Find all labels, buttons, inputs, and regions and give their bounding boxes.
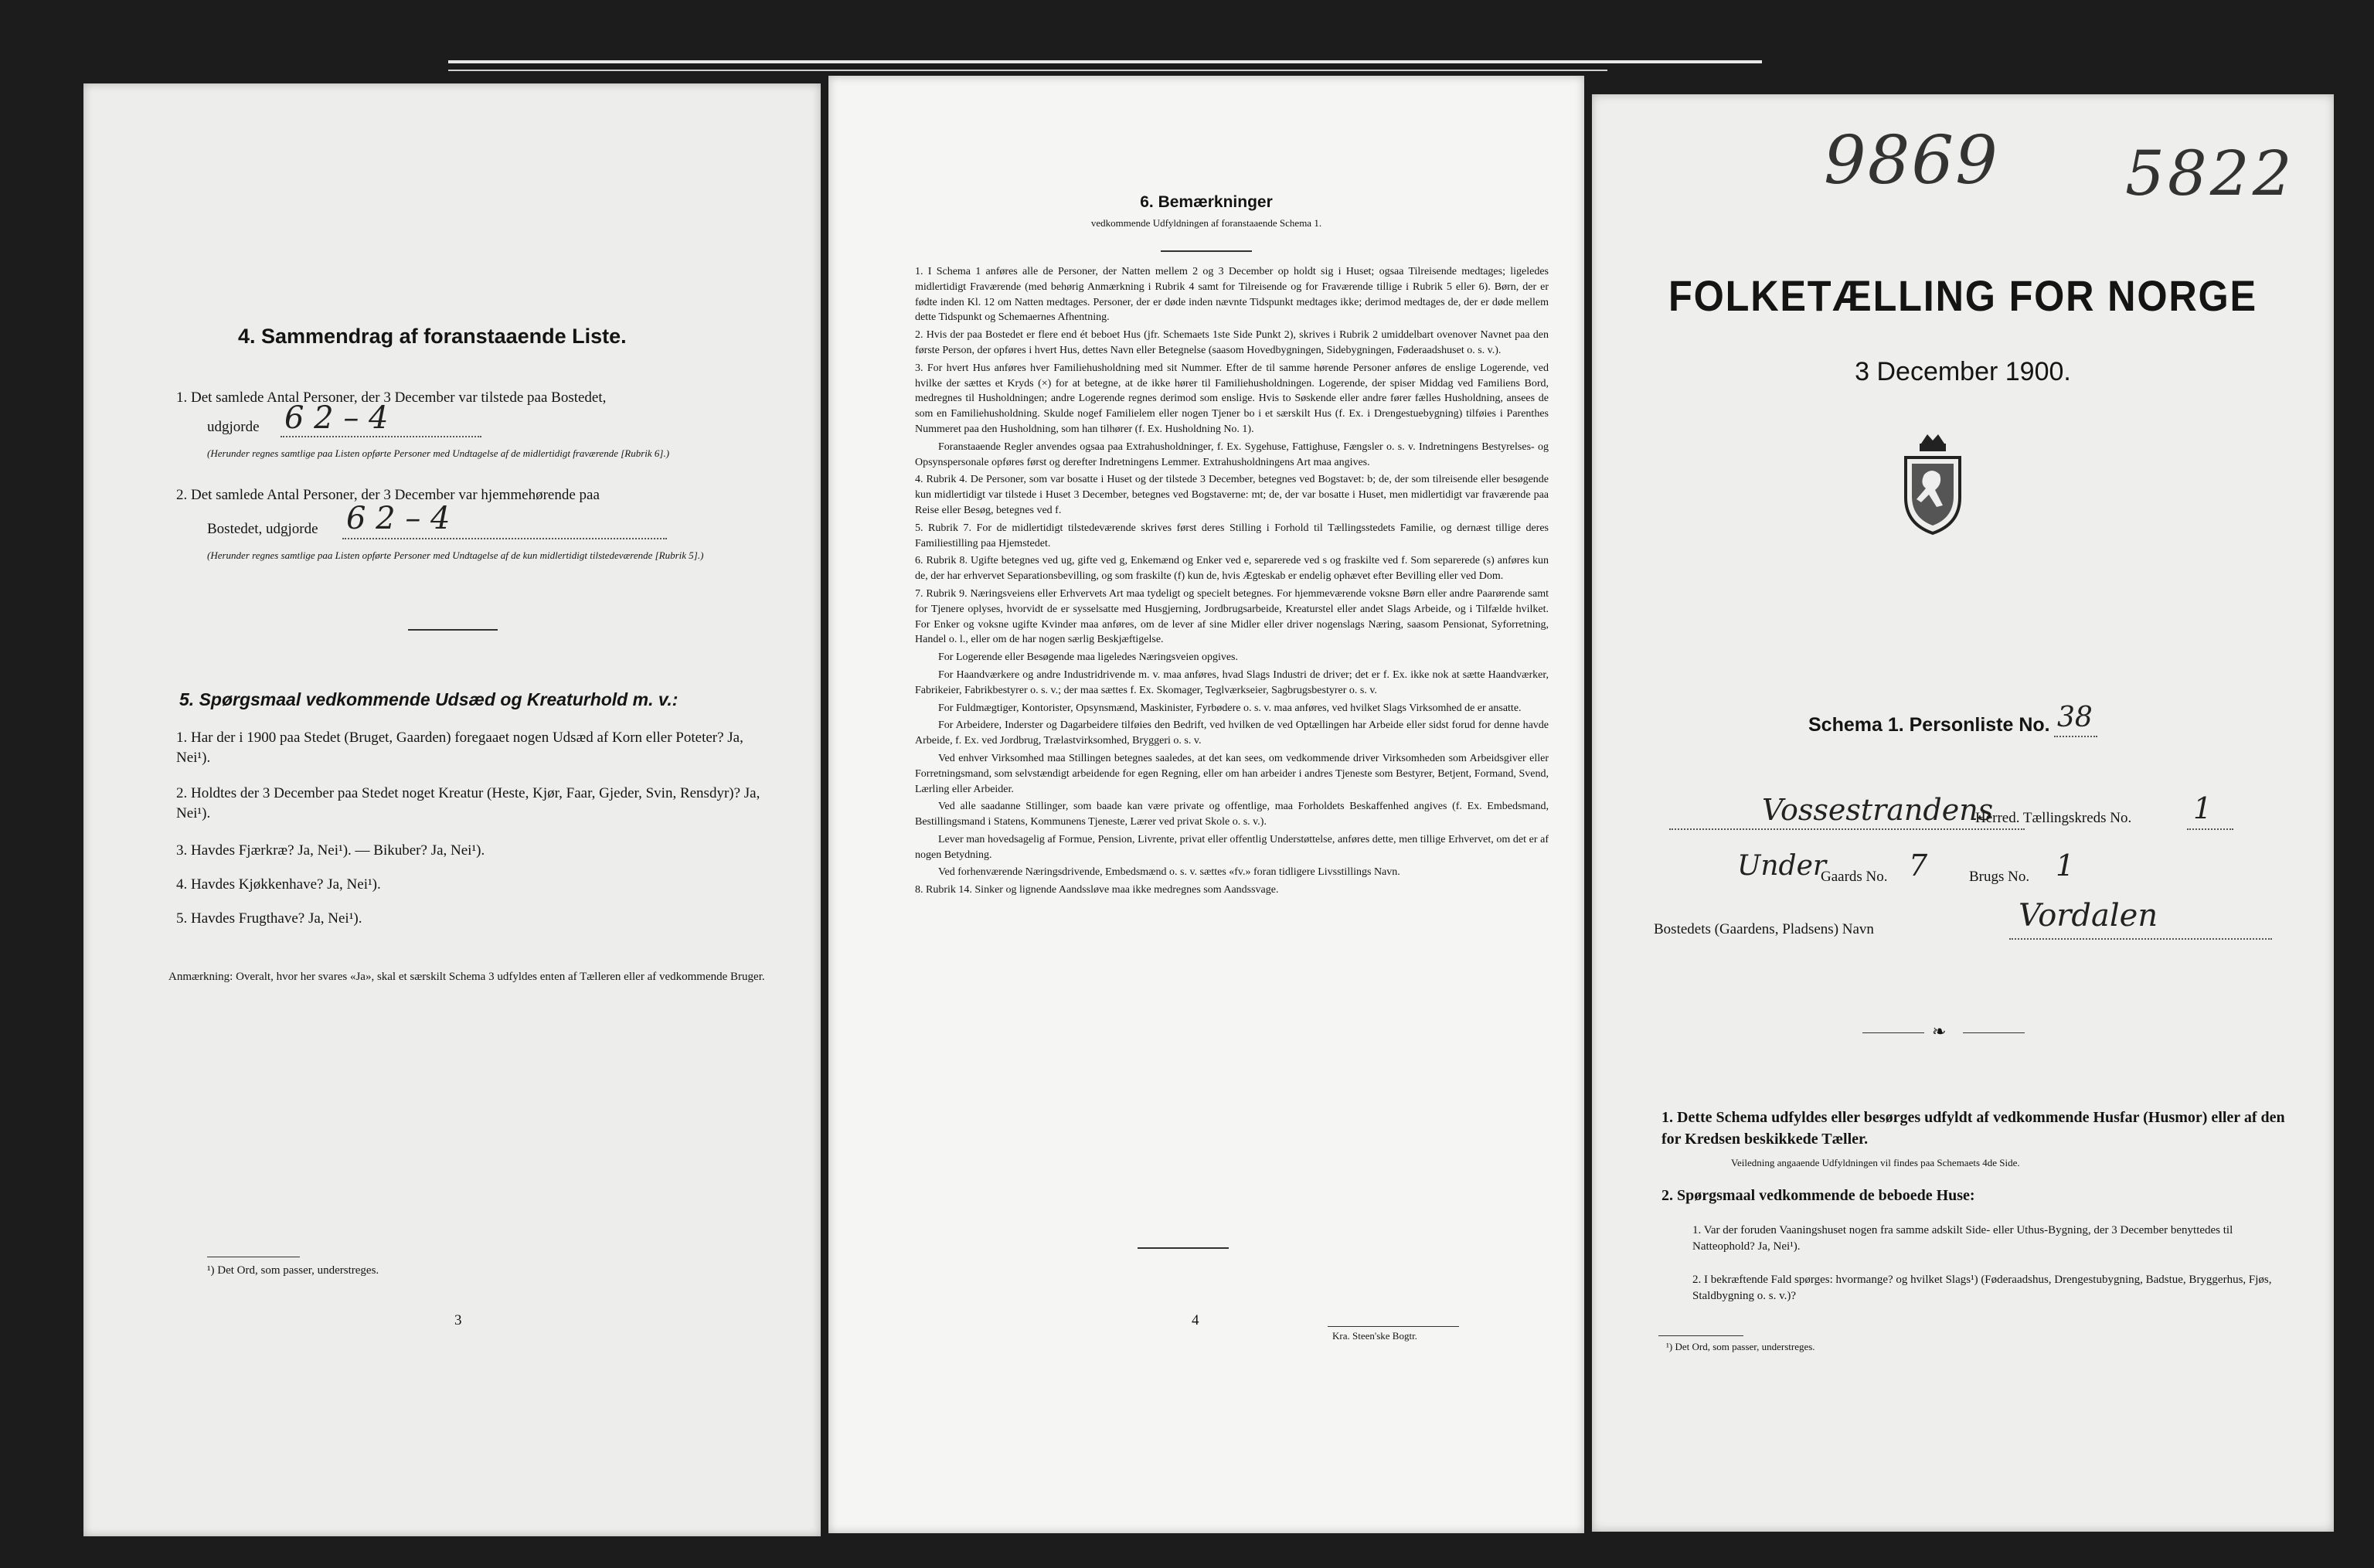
- item2-dots: [342, 538, 667, 539]
- remarks-notes: [915, 264, 1549, 900]
- footnote-right: ¹) Det Ord, som passer, understreges.: [1666, 1341, 1815, 1352]
- brugs-label: Brugs No.: [1969, 869, 2030, 885]
- page-number-4: 4: [1192, 1312, 1199, 1328]
- question-4: 4. Havdes Kjøkkenhave? Ja, Nei¹).: [176, 876, 381, 893]
- item2-bostedet: Bostedet, udgjorde: [207, 521, 318, 537]
- note-item: Foranstaaende Regler anvendes ogsaa paa Extrahusholdninger, f. Ex. Sygehuse, Fattighuse, Fængsler o. s. v. Indretningens Bestyrelses- og Opsynspersonale opføres først og derefter Indretningens Lemmer. Extrahusholdningens Art maa angives.: [915, 440, 1549, 468]
- form-date: 3 December 1900.: [1855, 357, 2071, 386]
- note-item: For Haandværkere og andre Industridrivende m. v. maa anføres, hvad Slags Industri de driver; det er f. Ex. ikke nok at sætte Haandværker, Fabrikeier, Fabrikbestyrer o. s. v.; der maa sættes f. Ex. Skomager, Teglværkseier, Sagbrugsbestyrer o. s. v.: [915, 668, 1549, 696]
- page-number-3: 3: [454, 1312, 462, 1328]
- bottom-rule: [1138, 1247, 1229, 1249]
- item1-handwritten: 6 2 – 4: [284, 400, 389, 436]
- anmaerkning: Anmærkning: Overalt, hvor her svares «Ja», skal et særskilt Schema 3 udfyldes enten af Tælleren eller af vedkommende Bruger.: [168, 971, 765, 983]
- remarks-subtitle: vedkommende Udfyldningen af foranstaaende Schema 1.: [1090, 217, 1322, 229]
- bosted-handwritten: Vordalen: [2019, 898, 2158, 934]
- scan-edge-line-2: [448, 70, 1607, 71]
- question-3: 3. Havdes Fjærkræ? Ja, Nei¹). — Bikuber? Ja, Nei¹).: [176, 842, 485, 859]
- note-item: 7. Rubrik 9. Næringsveiens eller Erhvervets Art maa tydeligt og specielt betegnes. For hjemmeværende voksne Børn eller andre Paarørende samt for Tjenere oplyses, hvorvidt de er sysselsatte med Husgjerning, Jordbrugsarbeide, Kreaturstel eller andet Slags Arbeide, og i Tilfælde hvilket. For Enker og voksne ugifte Kvinder maa anføres, om de lever af sine Midler eller driver nogenslags Næring, saasom Pensionat, Syforretning, Handel o. l., eller om de har nogen særlig Beskjæftigelse.: [915, 587, 1549, 646]
- note-item: Lever man hovedsagelig af Formue, Pension, Livrente, privat eller offentlig Understøttelse, anføres dette, men tillige Erhvervet, om det er af nogen Betydning.: [915, 833, 1549, 861]
- section4-title: 4. Sammendrag af foranstaaende Liste.: [238, 325, 627, 348]
- note-item: 3. For hvert Hus anføres hver Familiehusholdning med sit Nummer. Efter de til samme hørende Personer anføres de enslige Logerende, ved hvilke der sættes et Kryds (×) for at betegne, at de ikke hører til Familiehusholdningen. Logerende, der spiser Middag ved Familiens Bord, medregnes til Husholdningen; andre Logerende regnes derimod som enslige. Hvis to Søskende eller andre fører fælles Husholdning, ansees de som en Familiehusholdning. Skulde nogef Familielem eller nogen Tjener bo i et særskilt Hus (f. Ex. i Drengestuebygning) tilføies i Parenthes Nummeret paa den Husholdning, som han tilhører (f. Ex. Husholdning No. 1).: [915, 362, 1549, 435]
- gaards-number: 7: [1909, 849, 1928, 883]
- note-item: 1. I Schema 1 anføres alle de Personer, der Natten mellem 2 og 3 December op holdt sig i Huset; ogsaa Tilreisende medtages; ligeledes midlertidigt Fraværende (med behørig Anmærkning i Rubrik 4 samt for Tilreisende og for Fraværende tillige i Rubrik 5 eller 6). Børn, der er fødte inden Kl. 12 om Natten medtages. Personer, der er døde inden nævnte Tidspunkt medtages ikke; derimod medtages de, der er døde mellem dette Tidspunkt og Schemaernes Afhentning.: [915, 266, 1549, 324]
- under-handwritten: Under: [1737, 850, 1827, 882]
- herred-dots: [1669, 828, 2025, 830]
- instruction-1: 1. Dette Schema udfyldes eller besørges udfyldt af vedkommende Husfar (Husmor) eller af den for Kredsen beskikkede Tæller.: [1661, 1109, 2285, 1148]
- section5-title: 5. Spørgsmaal vedkommende Udsæd og Kreaturhold m. v.:: [179, 689, 679, 709]
- middle-page: [828, 76, 1584, 1533]
- printer-mark: Kra. Steen'ske Bogtr.: [1332, 1330, 1417, 1342]
- question-1: 1. Har der i 1900 paa Stedet (Bruget, Gaarden) foregaaet nogen Udsæd af Korn eller Poteter? Ja, Nei¹).: [176, 730, 743, 766]
- instruction-2: 2. Spørgsmaal vedkommende de beboede Huse:: [1661, 1187, 1975, 1204]
- right-page: [1592, 94, 2334, 1532]
- question-5: 5. Havdes Frugthave? Ja, Nei¹).: [176, 910, 362, 927]
- note-item: 8. Rubrik 14. Sinker og lignende Aandssløve maa ikke medregnes som Aandssvage.: [915, 884, 1279, 896]
- item2-handwritten: 6 2 – 4: [346, 501, 451, 536]
- footnote-rule-right: [1658, 1335, 1743, 1336]
- item2-line: 2. Det samlede Antal Personer, der 3 December var hjemmehørende paa: [176, 487, 600, 503]
- left-page: [83, 83, 821, 1536]
- gaards-label: Gaards No.: [1821, 869, 1888, 885]
- remarks-title: 6. Bemærkninger: [1140, 193, 1273, 211]
- schema-dots: [2054, 736, 2097, 737]
- form-title: FOLKETÆLLING FOR NORGE: [1668, 271, 2257, 320]
- note-item: 4. Rubrik 4. De Personer, som var bosatte i Huset og der tilstede 3 December, betegnes ved Bogstavet: b; de, der som tilreisende eller besøgende kun midlertidigt var tilstede i Huset 3 December, betegnes ved Bogstaverne: mt; de, der var bosatte i Huset, men midlertidigt var fraværende paa Reise eller Besøg, betegnes ved f.: [915, 474, 1549, 516]
- printer-rule: [1328, 1326, 1459, 1327]
- scan-edge-line: [448, 60, 1762, 63]
- divider-rule: [408, 629, 498, 631]
- instruction-2-q2: 2. I bekræftende Fald spørges: hvormange? og hvilket Slags¹) (Føderaadshus, Drengestubygning, Badstue, Bryggerhus, Fjøs, Staldbygning o. s. v.)?: [1692, 1274, 2272, 1302]
- krets-number: 1: [2193, 791, 2212, 825]
- brugs-number: 1: [2056, 849, 2075, 883]
- ornament-rule-left: [1862, 1032, 1924, 1033]
- footnote: ¹) Det Ord, som passer, understreges.: [207, 1264, 379, 1277]
- note-item: Ved forhenværende Næringsdrivende, Embedsmænd o. s. v. sættes «fv.» foran tidligere Livsstillings Navn.: [938, 866, 1400, 879]
- herred-handwritten: Vossestrandens: [1762, 793, 1994, 827]
- schema-label: Schema 1. Personliste No.: [1808, 714, 2050, 736]
- note-item: Ved enhver Virksomhed maa Stillingen betegnes saaledes, at det kan sees, om vedkommende driver Virksomheden som Arbeidsgiver eller Forretningsmand, som selvstændigt arbeidende for egen Regning, eller om han arbeider i andres Tjeneste som Bestyrer, Betjent, Formand, Svend, Lærling eller Arbeider.: [915, 752, 1549, 795]
- remarks-rule: [1161, 250, 1252, 252]
- note-item: Ved alle saadanne Stillinger, som baade kan være private og offentlige, maa Forholdets Beskaffenhed angives (f. Ex. Embedsmand, Bestillingsmand i Statens, Kommunens Tjeneste, Lærer ved privat Skole o. s. v.).: [915, 801, 1549, 828]
- item1-note: (Herunder regnes samtlige paa Listen opførte Personer med Undtagelse af de midlertidigt fraværende [Rubrik 6].): [207, 447, 670, 459]
- bosted-dots: [2009, 938, 2272, 940]
- item2-note: (Herunder regnes samtlige paa Listen opførte Personer med Undtagelse af de kun midlertidigt tilstedeværende [Rubrik 5].): [207, 549, 704, 561]
- question-2: 2. Holdtes der 3 December paa Stedet noget Kreatur (Heste, Kjør, Faar, Gjeder, Svin, Rensdyr)? Ja, Nei¹).: [176, 785, 760, 821]
- archive-number-left: 9869: [1824, 122, 1999, 199]
- bosted-label: Bostedets (Gaardens, Pladsens) Navn: [1654, 921, 1874, 937]
- item1-line: 1. Det samlede Antal Personer, der 3 December var tilstede paa Bostedet,: [176, 389, 607, 406]
- note-item: 6. Rubrik 8. Ugifte betegnes ved ug, gifte ved g, Enkemænd og Enker ved e, separerede ved s og fraskilte ved f. Som separerede (s) anføres kun de, der har erhvervet Separationsbevilling, og som fraskilte (f) kun de, hvis Ægteskab er endelig ophævet efter Bevilling eller ved Dom.: [915, 555, 1549, 583]
- krets-dots: [2187, 828, 2233, 830]
- note-item: For Fuldmægtiger, Kontorister, Opsynsmænd, Maskinister, Fyrbødere o. s. v. maa anføres, ved hvilket Slags Virksomhed de er ansatte.: [938, 702, 1522, 714]
- instruction-1-sub: Veiledning angaaende Udfyldningen vil findes paa Schemaets 4de Side.: [1731, 1157, 2020, 1168]
- note-item: For Logerende eller Besøgende maa ligeledes Næringsveien opgives.: [938, 651, 1238, 664]
- note-item: 5. Rubrik 7. For de midlertidigt tilstedeværende skrives først deres Stilling i Forhold til Tællingsstedets Familie, og dernæst tillige deres Familiestilling paa Hjemstedet.: [915, 522, 1549, 549]
- item1-dots: [281, 436, 481, 437]
- schema-number: 38: [2057, 702, 2093, 733]
- archive-number-right: 5822: [2125, 138, 2295, 209]
- item1-udgjorde: udgjorde: [207, 419, 260, 435]
- ornament-icon: ❧: [1932, 1022, 1947, 1041]
- coat-of-arms-icon: [1898, 428, 1968, 536]
- note-item: 2. Hvis der paa Bostedet er flere end ét beboet Hus (jfr. Schemaets 1ste Side Punkt 2), skrives i Rubrik 2 umiddelbart ovenover Navnet paa den første Person, der opføres i hvert Hus, dettes Navn eller Betegnelse (saasom Hovedbygningen, Sidebygningen, Føderaadshuset o. s. v.).: [915, 329, 1549, 356]
- instruction-2-q1: 1. Var der foruden Vaaningshuset nogen fra samme adskilt Side- eller Uthus-Bygning, der 3 December benyttedes til Natteophold? Ja, Nei¹).: [1692, 1224, 2233, 1253]
- herred-label: Herred. Tællingskreds No.: [1975, 810, 2132, 826]
- ornament-rule-right: [1963, 1032, 2025, 1033]
- note-item: For Arbeidere, Inderster og Dagarbeidere tilføies den Bedrift, ved hvilken de ved Optællingen har Arbeide eller sidst forud for denne havde Arbeide, f. Ex. ved Jordbrug, Trælastvirksomhed, Bryggeri o. s. v.: [915, 719, 1549, 747]
